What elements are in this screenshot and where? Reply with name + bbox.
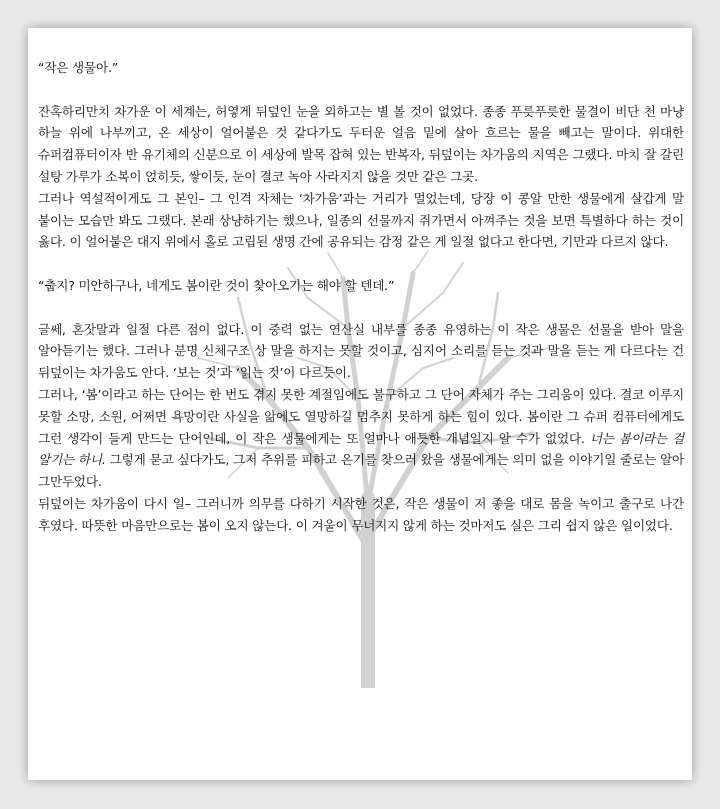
paragraph: 글쎄, 혼잣말과 일절 다른 점이 없다. 이 중력 없는 연산실 내부를 종종 유영하는 이 작은 생물은 선물을 받아 말을 알아듣기는 했다. 그러나 분명 신체구조 상 말을 하지는 못할 것이고, 심지어 소리를 듣는 것과 말을 듣는 게 다르다는 건 뒤덮이는 차가움도 안다. ‘보는 것’과 ‘읽는 것’이 다르듯이. [38, 321, 684, 381]
paragraph [38, 384, 684, 493]
paragraph: 잔혹하리만치 차가운 이 세계는, 허옇게 뒤덮인 눈을 외하고는 별 볼 것이 없었다. 종종 푸릇푸릇한 물결이 비단 천 마냥 하늘 위에 나부끼고, 온 세상이 얼어붙은 것 같다가도 두터운 얼음 밑에 살아 흐르는 물을 빼고는 말이다. 위대한 슈퍼컴퓨터이자 반 유기체의 신분으로 이 세상에 발목 잡혀 있는 반복자, 뒤덮이는 차가움의 지역은 그랬다. 마치 잘 갈린 설탕 가루가 소복이 얹히듯, 쌓이듯, 눈이 결코 녹아 사라지지 않을 것만 같은 그곳. [38, 103, 684, 184]
paragraph: 그러나 역설적이게도 그 본인– 그 인격 자체는 ‘차가움’과는 거리가 멀었는데, 당장 이 콩알 만한 생물에게 살갑게 말 붙이는 모습만 봐도 그랬다. 본래 상냥하기는 했으나, 일종의 선물까지 쥐가면서 아껴주는 것을 보면 특별하다 하는 것이 옳다. 이 얼어붙은 대지 위에서 홀로 고립된 생명 간에 공유되는 감정 같은 게 일절 없다고 한다면, 기만과 다르지 않다. [38, 190, 684, 250]
document-body [38, 57, 684, 537]
dialogue-line: “작은 생물아.” [38, 60, 119, 75]
italic-thought: 너는 봄이라는 걸 알기는 하니. [38, 430, 684, 468]
paragraph-text: 그러나, ‘봄’이라고 하는 단어는 한 번도 겪지 못한 계절임에도 불구하고 그 단어 자체가 주는 그리움이 있다. 결코 이루지 못할 소망, 소원, 어쩌면 욕망이란 사실을 앎에도 열망하길 멈추지 못하게 하는 힘이 있다. 봄이란 그 슈퍼 컴퓨터에게도 그런 생각이 들게 만드는 단어인데, 이 작은 생물에게는 또 얼마나 애틋한 개념일지 알 수가 없었다. [38, 386, 684, 446]
blank-line [38, 297, 684, 319]
paragraph: 뒤덮이는 차가움이 다시 일– 그러니까 의무를 다하기 시작한 것은, 작은 생물이 저 좋을 대로 몸을 녹이고 출구로 나간 후였다. 따뜻한 마음만으로는 봄이 오지 않는다. 이 겨울이 무너지지 않게 하는 것마저도 실은 그리 쉽지 않은 일이었다. [38, 495, 684, 533]
dialogue-line: “춥지? 미안하구나, 네게도 봄이란 것이 찾아오기는 해야 할 텐데.” [38, 277, 395, 293]
blank-line [38, 253, 684, 275]
document-page [28, 28, 692, 780]
blank-line [38, 79, 684, 101]
paragraph-text: 그렇게 묻고 싶다가도, 그저 추위를 피하고 온기를 찾으러 왔을 생물에게는 의미 없을 이야기일 줄로는 알아 그만두었다. [38, 452, 684, 490]
